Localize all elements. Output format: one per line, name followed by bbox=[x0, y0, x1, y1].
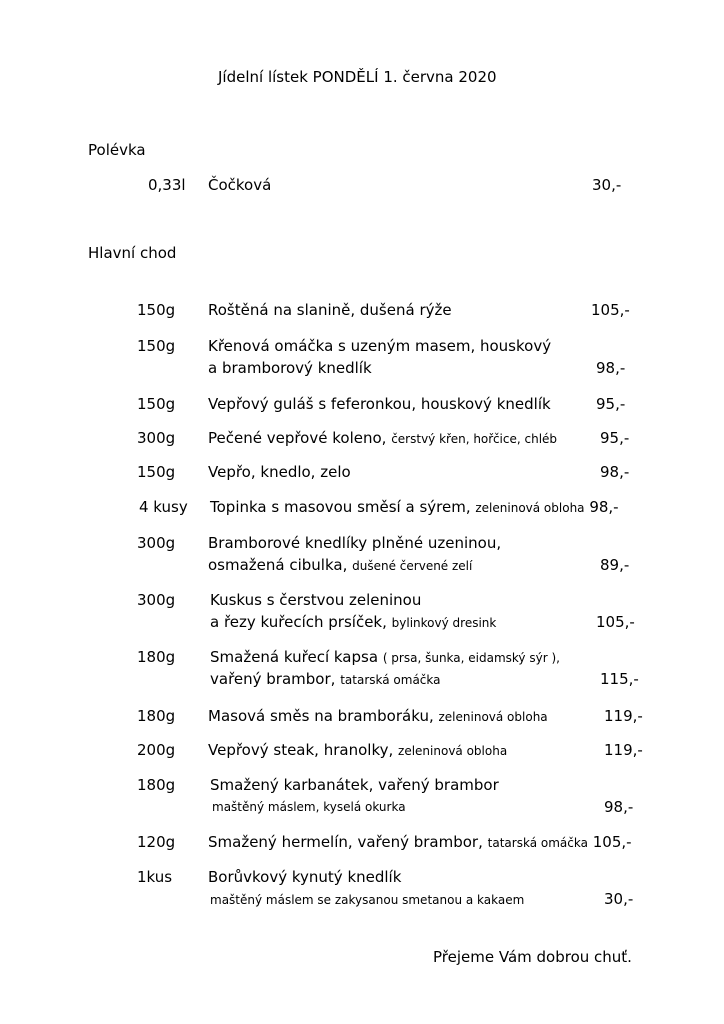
main-item-price: 98,- bbox=[596, 359, 626, 377]
soup-price: 30,- bbox=[592, 176, 622, 194]
main-item-name-main-b: vařený brambor, bbox=[357, 833, 483, 851]
main-item-price: 98,- bbox=[604, 798, 634, 816]
main-item-qty: 300g bbox=[137, 534, 176, 552]
main-item-price: 89,- bbox=[600, 556, 630, 574]
main-item-qty: 150g bbox=[137, 337, 176, 355]
main-item-qty: 300g bbox=[137, 429, 176, 447]
main-item-name: Křenová omáčka s uzeným masem, houskový bbox=[208, 337, 552, 355]
main-item-price: 95,- bbox=[600, 429, 630, 447]
main-item-qty: 1kus bbox=[137, 868, 173, 886]
section-heading-soup: Polévka bbox=[88, 141, 146, 159]
main-item-name: Smažený karbanátek, vařený brambor bbox=[210, 776, 499, 794]
main-item-name-line2: a bramborový knedlík bbox=[208, 359, 372, 377]
main-item-name-line2 bbox=[208, 558, 472, 573]
main-item-name-main: Masová směs na bramboráku, bbox=[208, 707, 434, 725]
main-item-name bbox=[210, 650, 560, 665]
main-item-name bbox=[210, 500, 619, 515]
main-item-name-side: čerstvý křen, hořčice, chléb bbox=[391, 432, 558, 446]
main-item-price: 95,- bbox=[596, 395, 626, 413]
main-item-price: 119,- bbox=[604, 741, 643, 759]
main-item-name-main: Pečené vepřové koleno, bbox=[208, 429, 387, 447]
main-item-name-side: maštěný máslem se zakysanou smetanou a kakaem bbox=[210, 893, 525, 907]
soup-name: Čočková bbox=[208, 176, 272, 194]
main-item-price: 119,- bbox=[604, 707, 643, 725]
main-item-name-line2 bbox=[210, 615, 496, 630]
main-item-price: 105,- bbox=[596, 613, 635, 631]
main-item-name: Kuskus s čerstvou zeleninou bbox=[210, 591, 422, 609]
main-item-name-side: bylinkový dresink bbox=[391, 616, 497, 630]
main-item-name-line2 bbox=[210, 672, 441, 687]
main-item-qty: 180g bbox=[137, 648, 176, 666]
main-item-name-side: zeleninová obloha bbox=[475, 501, 585, 515]
main-item-name-side: zeleninová obloha bbox=[398, 744, 508, 758]
main-item-price: 98,- bbox=[589, 498, 619, 516]
section-heading-main: Hlavní chod bbox=[88, 244, 177, 262]
main-item-name-side: tatarská omáčka bbox=[487, 836, 588, 850]
page-title: Jídelní lístek PONDĚLÍ 1. června 2020 bbox=[218, 68, 497, 86]
main-item-qty: 180g bbox=[137, 776, 176, 794]
main-item-name-side: ( prsa, šunka, eidamský sýr ), bbox=[382, 651, 560, 665]
main-item-name: Vepřový guláš s feferonkou, houskový knedlík bbox=[208, 395, 551, 413]
closing-text: Přejeme Vám dobrou chuť. bbox=[433, 948, 632, 966]
main-item-name-main: osmažená cibulka, bbox=[208, 556, 348, 574]
main-item-name bbox=[208, 709, 548, 724]
soup-qty: 0,33l bbox=[148, 176, 186, 194]
main-item-name: Bramborové knedlíky plněné uzeninou, bbox=[208, 534, 502, 552]
main-item-name-side: tatarská omáčka bbox=[340, 673, 441, 687]
main-item-name: Vepřo, knedlo, zelo bbox=[208, 463, 351, 481]
main-item-name bbox=[208, 431, 557, 446]
main-item-name bbox=[208, 835, 632, 850]
main-item-qty: 150g bbox=[137, 395, 176, 413]
main-item-qty: 150g bbox=[137, 463, 176, 481]
main-item-name-main: Smažená kuřecí kapsa bbox=[210, 648, 379, 666]
main-item-name-main: vařený brambor, bbox=[210, 670, 336, 688]
main-item-price: 30,- bbox=[604, 890, 634, 908]
main-item-name bbox=[208, 743, 507, 758]
main-item-qty: 180g bbox=[137, 707, 176, 725]
main-item-name-main: a řezy kuřecích prsíček, bbox=[210, 613, 387, 631]
main-item-name-main: Vepřový steak, hranolky, bbox=[208, 741, 394, 759]
main-item-qty: 120g bbox=[137, 833, 176, 851]
main-item-qty: 200g bbox=[137, 741, 176, 759]
main-item-price: 115,- bbox=[600, 670, 639, 688]
main-item-name-main: Smažený hermelín, bbox=[208, 833, 353, 851]
main-item-qty: 300g bbox=[137, 591, 176, 609]
main-item-name-side: maštěný máslem, kyselá okurka bbox=[212, 800, 406, 814]
main-item-price: 105,- bbox=[592, 833, 632, 851]
main-item-name-main: Topinka s masovou směsí a sýrem, bbox=[210, 498, 471, 516]
main-item-name: Roštěná na slanině, dušená rýže bbox=[208, 301, 452, 319]
main-item-price: 98,- bbox=[600, 463, 630, 481]
main-item-price: 105,- bbox=[591, 301, 630, 319]
main-item-qty: 150g bbox=[137, 301, 176, 319]
main-item-name: Borůvkový kynutý knedlík bbox=[208, 868, 402, 886]
main-item-name-side: zeleninová obloha bbox=[438, 710, 548, 724]
main-item-qty: 4 kusy bbox=[139, 498, 188, 516]
main-item-name-side: dušené červené zelí bbox=[352, 559, 473, 573]
